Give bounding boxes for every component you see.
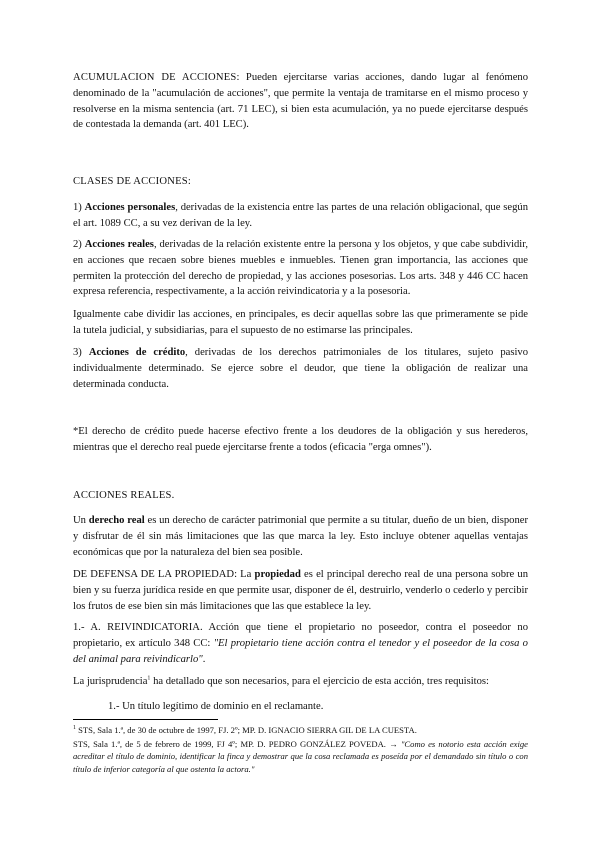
- paragraph-reivindicatoria: 1.- A. REIVINDICATORIA. Acción que tiene el propietario no poseedor, contra el poseedor no propietario, ex artículo 348 CC: "El propietario tiene acción contra el tenedor y el poseedor de la cosa o del animal para reivindicarlo".: [73, 622, 528, 665]
- footnote-1: $^1$ STS, Sala 1.ª, de 30 de octubre de 1997, FJ. 2º; MP. D. IGNACIO SIERRA GIL DE LA CUESTA.: [73, 725, 417, 735]
- list-item-personales: 1) Acciones personales, derivadas de la existencia entre las partes de una relación obligacional, que según el art. 1089 CC, a su vez derivan de la ley.: [73, 202, 528, 229]
- footnote-ref[interactable]: 1: [147, 675, 151, 682]
- paragraph-igualmente: Igualmente cabe dividir las acciones, en principales, es decir aquellas sobre las que primeramente se pide la tutela judicial, y subsidiarias, para el supuesto de no estimarse las principales.: [73, 309, 528, 336]
- list-item-credito: 3) Acciones de crédito, derivadas de los derechos patrimoniales de los titulares, sujeto pasivo individualmente determinado. Se ejerce sobre el deudor, que tiene la obligación de realizar una determinada conducta.: [73, 347, 528, 390]
- footnote-divider: [73, 719, 218, 720]
- list-item-reales: 2) Acciones reales, derivadas de la relación existente entre la persona y los objetos, y que cabe subdividir, en acciones que recaen sobre bienes muebles e inmuebles. Tienen gran importancia, las acciones que permiten la protección del derecho de propiedad, y las acciones posesorias. Los arts. 348 y 446 CC hacen expresa referencia, respectivamente, a la acción reivindicatoria y a la posesoria.: [73, 239, 529, 298]
- footnote-2: STS, Sala 1.ª, de 5 de febrero de 1999, FJ 4º; MP. D. PEDRO GONZÁLEZ POVEDA. → "Como es notorio esta acción exige acreditar el título de dominio, identificar la finca y demostrar que la cosa reclamada es poseída por el demandado sin título o con título de inferior categoría al que ostenta la actora.": [73, 739, 528, 774]
- heading-acciones-reales: ACCIONES REALES.: [73, 490, 175, 501]
- paragraph-jurisprudencia: La jurisprudencia$^1$ ha detallado que son necesarios, para el ejercicio de esta acción, tres requisitos:: [73, 675, 489, 687]
- paragraph-acumulacion: ACUMULACION DE ACCIONES: Pueden ejercitarse varias acciones, dando lugar al fenómeno denominado de la "acumulación de acciones", que permite la ventaja de tramitarse en el mismo proceso y resolverse en la misma sentencia (art. 71 LEC), si bien esta acumulación, ya no puede ejercitarse después de contestada la demanda (art. 401 LEC).: [73, 72, 528, 131]
- heading-clases: CLASES DE ACCIONES:: [73, 176, 191, 187]
- note-derecho-credito: *El derecho de crédito puede hacerse efectivo frente a los deudores de la obligación y sus herederos, mientras que el derecho real puede ejercitarse frente a todos (eficacia "erga omnes").: [73, 426, 528, 453]
- heading-acumulacion: ACUMULACION DE ACCIONES: [73, 72, 237, 83]
- paragraph-defensa-propiedad: DE DEFENSA DE LA PROPIEDAD: La propiedad es el principal derecho real de una persona sobre un bien y su fuerza jurídica reside en que permite usar, disponer de él, destruirlo, venderlo o cederlo y percibir los frutos de ese bien sin más limitaciones que las que establece la ley.: [73, 569, 528, 612]
- requisito-item: 1.- Un título legítimo de dominio en el reclamante.: [108, 701, 324, 712]
- paragraph-derecho-real: Un derecho real es un derecho de carácter patrimonial que permite a su titular, dueño de un bien, disponer y disfrutar de él sin más limitaciones que las que marca la ley. Esto incluye obtener aquellas ventajas económicas que por la naturaleza del bien sea posible.: [73, 515, 528, 558]
